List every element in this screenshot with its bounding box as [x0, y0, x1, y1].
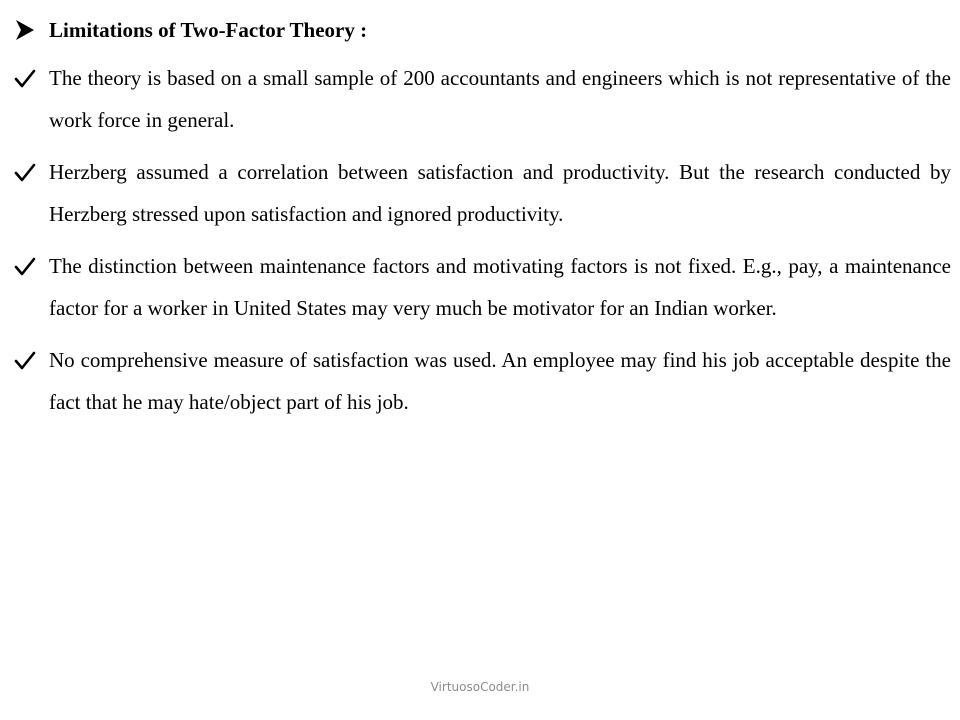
- heading-row: [12, 12, 948, 48]
- list-item: [12, 340, 951, 423]
- bullet-text: Herzberg assumed a correlation between satisfaction and productivity. But the research conducted by Herzberg stressed upon satisfaction and ignored productivity.: [49, 160, 951, 226]
- list-item: [12, 152, 951, 235]
- checkmark-icon: [14, 68, 36, 90]
- bullet-text: The theory is based on a small sample of 200 accountants and engineers which is not representative of the work force in general.: [49, 66, 951, 132]
- checkmark-icon: [14, 256, 36, 278]
- list-item: [12, 246, 951, 329]
- slide-heading: Limitations of Two-Factor Theory :: [49, 18, 368, 42]
- checkmark-icon: [14, 350, 36, 372]
- list-item: [12, 58, 951, 141]
- footer-watermark: VirtuosoCoder.in: [430, 680, 530, 694]
- bullet-text: No comprehensive measure of satisfaction was used. An employee may find his job acceptable despite the fact that he may hate/object part of his job.: [49, 348, 951, 414]
- checkmark-icon: [14, 162, 36, 184]
- bullet-list: [12, 58, 951, 434]
- arrow-bullet-icon: [14, 18, 36, 42]
- bullet-text: The distinction between maintenance factors and motivating factors is not fixed. E.g., pay, a maintenance factor for a worker in United States may very much be motivator for an Indian worker.: [49, 254, 951, 320]
